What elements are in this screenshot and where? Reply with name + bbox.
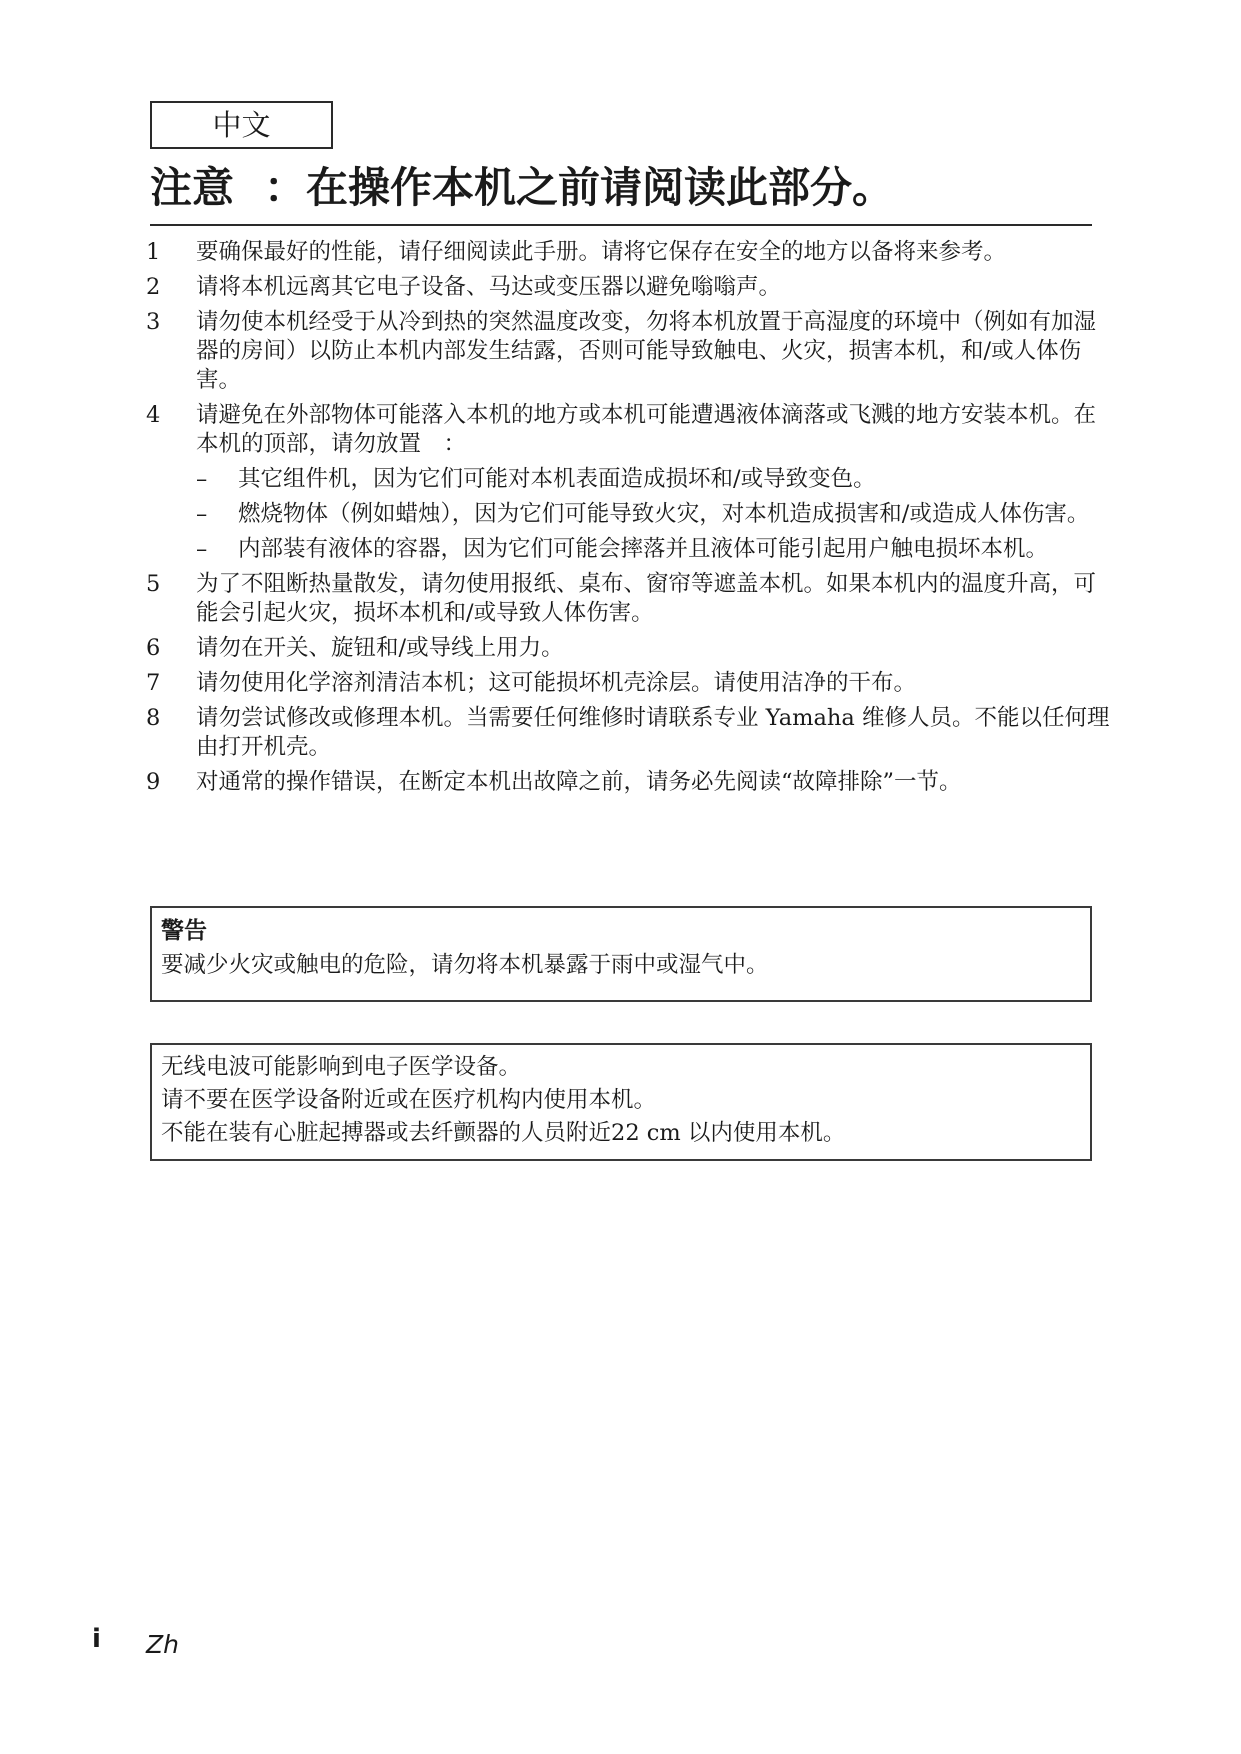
warning-box [150, 906, 1092, 1002]
title-main: 注意 [150, 163, 235, 212]
precaution-item [146, 308, 1116, 395]
precaution-item [146, 401, 1116, 459]
page-number: i [92, 1624, 101, 1654]
warning-text: 要减少火灾或触电的危险，请勿将本机暴露于雨中或湿气中。 [161, 952, 769, 978]
precaution-subitem [196, 500, 1116, 529]
precaution-item [146, 570, 1116, 628]
warning-heading: 警告 [161, 918, 207, 944]
item-number: 9 [146, 769, 161, 795]
item-text: 请勿使本机经受于从冷到热的突然温度改变，勿将本机放置于高湿度的环境中（例如有加湿器的房间）以防止本机内部发生结露，否则可能导致触电、火灾，损害本机，和/或人体伤害。 [196, 309, 1097, 393]
precaution-item [146, 768, 1116, 797]
subitem-marker: – [196, 536, 208, 562]
item-text: 为了不阻断热量散发，请勿使用报纸、桌布、窗帘等遮盖本机。如果本机内的温度升高，可能会引起火灾，损坏本机和/或导致人体伤害。 [196, 571, 1097, 626]
item-text: 对通常的操作错误，在断定本机出故障之前，请务必先阅读“故障排除”一节。 [196, 769, 962, 795]
notice-line: 请不要在医学设备附近或在医疗机构内使用本机。 [161, 1087, 657, 1113]
subitem-text: 内部装有液体的容器，因为它们可能会摔落并且液体可能引起用户触电损坏本机。 [238, 536, 1049, 562]
radio-notice-box [150, 1043, 1092, 1161]
item-text: 请勿在开关、旋钮和/或导线上用力。 [196, 635, 564, 661]
precaution-item [146, 669, 1116, 698]
item-number: 7 [146, 670, 161, 696]
item-number: 4 [146, 402, 161, 428]
precautions-list [146, 238, 1116, 803]
item-number: 5 [146, 571, 161, 597]
precaution-item [146, 238, 1116, 267]
subitem-marker: – [196, 501, 208, 527]
item-text: 请将本机远离其它电子设备、马达或变压器以避免嗡嗡声。 [196, 274, 782, 300]
item-number: 1 [146, 239, 161, 265]
item-number: 6 [146, 635, 161, 661]
title-divider [150, 224, 1092, 226]
subitem-marker: – [196, 466, 208, 492]
item-text: 要确保最好的性能，请仔细阅读此手册。请将它保存在安全的地方以备将来参考。 [196, 239, 1007, 265]
precaution-subitem [196, 465, 1116, 494]
precaution-item [146, 634, 1116, 663]
notice-line: 不能在装有心脏起搏器或去纤颤器的人员附近22 cm 以内使用本机。 [161, 1120, 846, 1146]
item-text: 请避免在外部物体可能落入本机的地方或本机可能遭遇液体滴落或飞溅的地方安装本机。在本机的顶部，请勿放置 ： [196, 402, 1097, 457]
item-number: 2 [146, 274, 161, 300]
precaution-item [146, 704, 1116, 762]
item-text: 请勿使用化学溶剂清洁本机；这可能损坏机壳涂层。请使用洁净的干布。 [196, 670, 917, 696]
language-tab: 中文 [150, 101, 333, 149]
page-title [150, 158, 1090, 218]
item-number: 3 [146, 309, 161, 335]
subitem-text: 燃烧物体（例如蜡烛），因为它们可能导致火灾，对本机造成损害和/或造成人体伤害。 [238, 501, 1090, 527]
precaution-subitem [196, 535, 1116, 564]
precaution-item [146, 273, 1116, 302]
notice-line: 无线电波可能影响到电子医学设备。 [161, 1054, 522, 1080]
title-rest: ：在操作本机之前请阅读此部分。 [264, 163, 895, 212]
subitem-text: 其它组件机，因为它们可能对本机表面造成损坏和/或导致变色。 [238, 466, 876, 492]
item-text: 请勿尝试修改或修理本机。当需要任何维修时请联系专业 Yamaha 维修人员。不能以任何理由打开机壳。 [196, 705, 1110, 760]
item-number: 8 [146, 705, 161, 731]
language-code: Zh [146, 1630, 179, 1659]
